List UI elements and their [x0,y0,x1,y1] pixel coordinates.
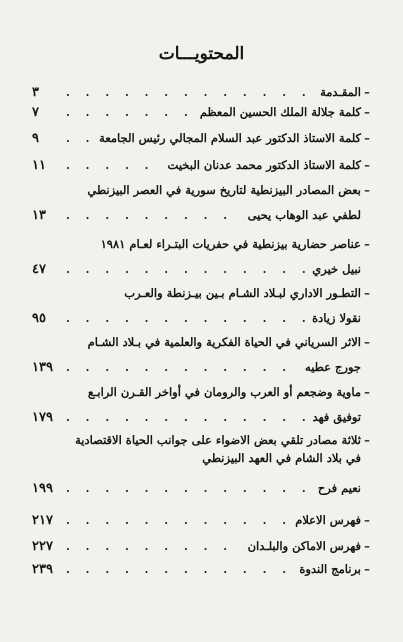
toc-entry [32,538,373,555]
toc-page-number: ٩٥ [32,311,46,326]
toc-entry [32,130,373,147]
toc-entry-title: عناصر حضارية بيزنطية في حفريات البتـراء لعـام ١٩٨١ [100,237,361,251]
toc-line [32,450,373,467]
toc-entry-title: فهرس الاماكن والبلـدان [247,539,361,553]
dot-leader [66,538,244,555]
toc-entry [32,236,373,278]
toc-line [32,512,373,529]
toc-line [32,84,373,101]
dot-leader [66,359,301,376]
toc-page-number: ١١ [32,158,46,173]
toc-page-number: ٣ [32,85,39,100]
toc-page-number: ١٩٩ [32,481,53,496]
toc-line [32,480,373,497]
toc-line [32,285,373,302]
toc-entry [32,182,373,224]
toc-entry-author: نبيل خيري [312,262,361,276]
toc-line [32,432,373,449]
toc-entry-author: نعيم فرح [317,481,361,495]
toc-line [32,561,373,578]
dot-leader [66,157,164,174]
dot-leader [66,130,95,147]
dot-leader [66,512,291,529]
toc-entry-title: ثلاثة مصادر تلقي بعض الاضواء على جوانب الحياة الاقتصادية [75,433,361,447]
toc-line [32,310,373,327]
toc-page-number: ٤٧ [32,262,46,277]
dash-marker: – [364,237,370,251]
toc-page-number: ١٧٩ [32,410,53,425]
toc-entry-title: بعض المصادر البيزنطية لتاريخ سورية في العصر البيزنطي [87,183,361,197]
dash-marker: – [364,85,370,99]
toc-entry [32,104,373,121]
toc-entry-title: التطـور الاداري لبـلاد الشـام بـين بيـزنطة والعـرب [124,286,361,300]
dash-marker: – [364,539,370,553]
toc-entry [32,334,373,376]
toc-entry [32,285,373,327]
toc-page-number: ٢٢٧ [32,539,53,554]
dash-marker: – [364,433,370,447]
toc-entry-title: كلمة جلالة الملك الحسين المعظم [199,105,361,119]
toc-entry [32,384,373,426]
page-title: المحتويـــات [158,44,245,64]
dot-leader [66,104,196,121]
toc-entry-title: ماوية وضجعم أو العرب والرومان في أواخر القـرن الرابـع [87,385,361,399]
toc-page-number: ٧ [32,105,39,120]
toc-entry-title: كلمة الاستاذ الدكتور عبد السلام المجالي رئيس الجامعة [99,131,361,145]
dash-marker: – [364,183,370,197]
toc-entry-title: برنامج الندوة [299,562,361,576]
toc-entry [32,561,373,578]
toc-page-number: ١٣٩ [32,360,53,375]
toc-entry [32,432,373,497]
toc-entry-title: فهرس الاعلام [295,513,361,527]
dash-marker: – [364,562,370,576]
toc-line [32,409,373,426]
dash-marker: – [364,286,370,300]
toc-entry-author: نقولا زيادة [312,311,361,325]
toc-page-number: ٩ [32,131,39,146]
toc-line [32,261,373,278]
toc-entry-title-continued: في بلاد الشام في العهد البيزنطي [202,451,361,465]
toc-entry-title: الاثر السرياني في الحياة الفكرية والعلمية في بـلاد الشـام [87,335,361,349]
dot-leader [66,84,316,101]
dash-marker: – [364,131,370,145]
toc-line [32,104,373,121]
dash-marker: – [364,385,370,399]
toc-line [32,182,373,199]
dash-marker: – [364,335,370,349]
toc-line [32,130,373,147]
toc-line [32,384,373,401]
toc-entry-title: المقـدمة [320,85,361,99]
toc-line [32,538,373,555]
toc-entry [32,512,373,529]
toc-entry-author: توفيق فهد [312,410,361,424]
dash-marker: – [364,513,370,527]
toc-entry [32,84,373,101]
toc-line [32,334,373,351]
toc-entry-author: لطفي عبد الوهاب يحيى [247,208,361,222]
toc-line [32,359,373,376]
dot-leader [66,207,244,224]
toc-line [32,236,373,253]
toc-entry-title: كلمة الاستاذ الدكتور محمد عدنان البخيت [167,158,361,172]
dash-marker: – [364,158,370,172]
toc-line [32,157,373,174]
toc-page-number: ٢٣٩ [32,562,53,577]
dash-marker: – [364,105,370,119]
toc-entry-author: جورج عطيه [305,360,361,374]
toc-line [32,207,373,224]
toc-page-number: ١٣ [32,208,46,223]
dot-leader [66,310,308,327]
dot-leader [66,409,308,426]
dot-leader [66,561,295,578]
dot-leader [66,261,308,278]
toc-page-number: ٢١٧ [32,513,53,528]
toc-entry [32,157,373,174]
dot-leader [66,480,314,497]
